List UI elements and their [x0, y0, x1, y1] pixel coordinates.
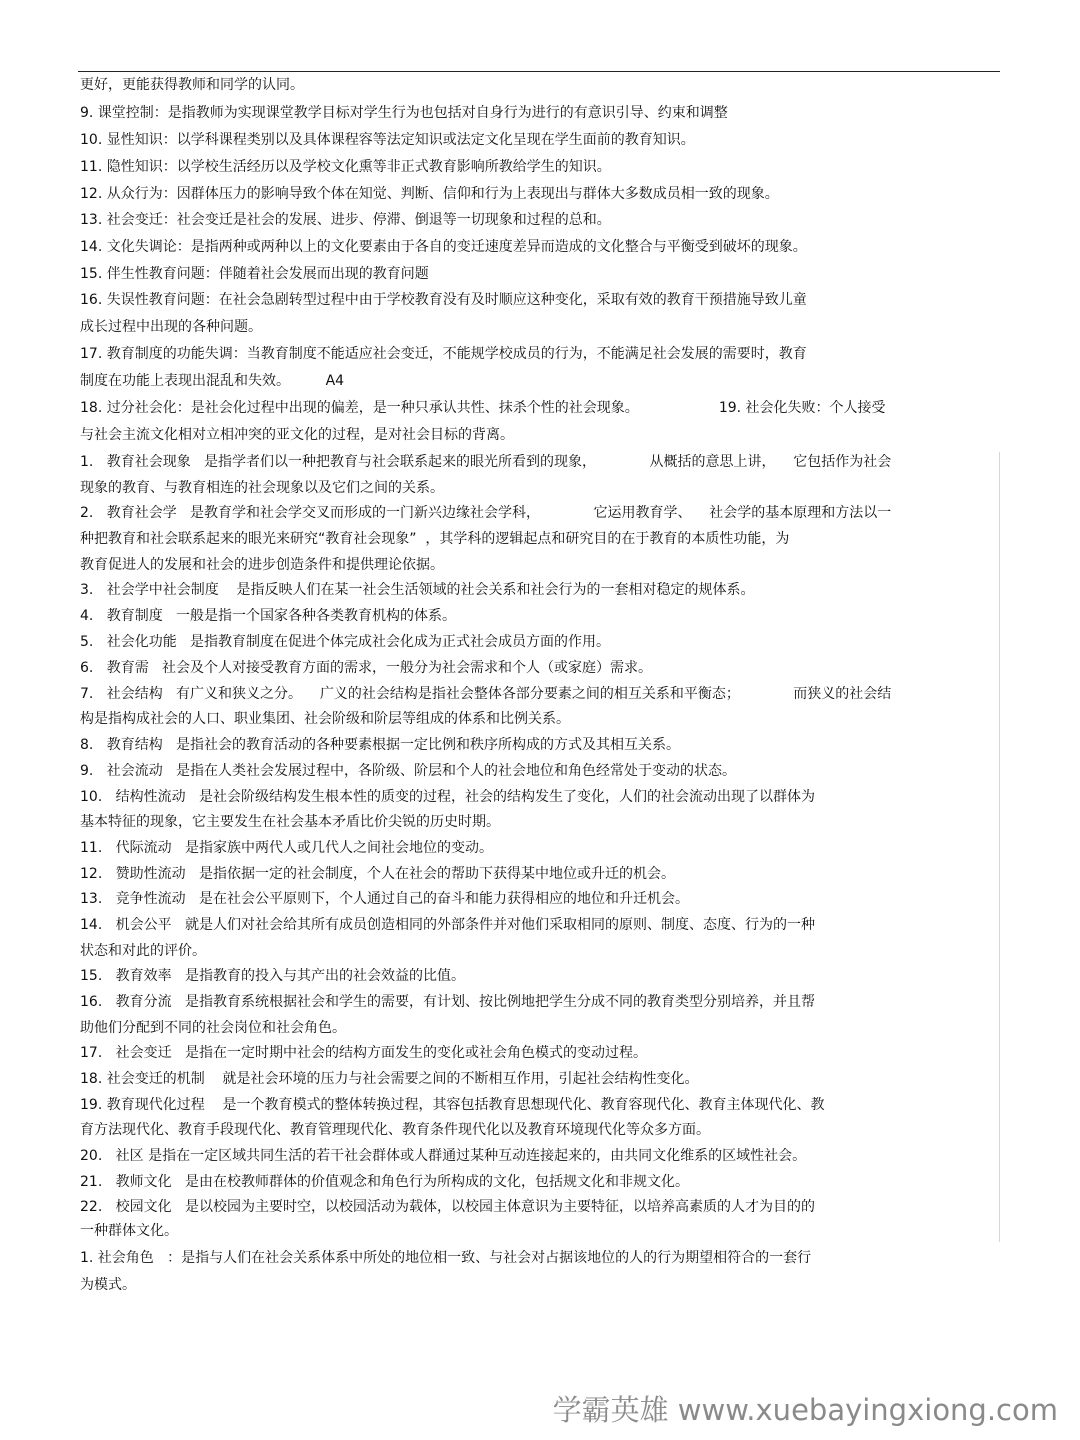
text-line: 13. 竞争性流动 是在社会公平原则下，个人通过自己的奋斗和能力获得相应的地位和升迁机会。 [80, 891, 689, 907]
text-line: 4. 教育制度 一般是指一个国家各种各类教育机构的体系。 [80, 608, 457, 624]
text-line: 10. 显性知识：以学科课程类别以及具体课程容等法定知识或法定文化呈现在学生面前的教育知识。 [80, 132, 695, 148]
text-line: 基本特征的现象，它主要发生在社会基本矛盾比价尖锐的历史时期。 [80, 814, 500, 830]
text-line: 教育促进人的发展和社会的进步创造条件和提供理论依据。 [80, 557, 444, 573]
text-line: 15. 伴生性教育问题：伴随着社会发展而出现的教育问题 [80, 266, 429, 282]
top-divider [78, 71, 1000, 72]
text-line: 现象的教育、与教育相连的社会现象以及它们之间的关系。 [80, 480, 444, 496]
section-right-border [999, 452, 1000, 1242]
text-line: 11. 隐性知识：以学校生活经历以及学校文化熏等非正式教育影响所教给学生的知识。 [80, 159, 611, 175]
text-line: 6. 教育需 社会及个人对接受教育方面的需求，一般分为社会需求和个人（或家庭）需求。 [80, 660, 653, 676]
text-line: 5. 社会化功能 是指教育制度在促进个体完成社会化成为正式社会成员方面的作用。 [80, 634, 611, 650]
text-line: 12. 从众行为：因群体压力的影响导致个体在知觉、判断、信仰和行为上表现出与群体大多数成员相一致的现象。 [80, 186, 779, 202]
text-line: 12. 赞助性流动 是指依据一定的社会制度，个人在社会的帮助下获得某中地位或升迁的机会。 [80, 866, 675, 882]
text-line: 一种群体文化。 [80, 1223, 178, 1239]
text-line: 18. 过分社会化：是社会化过程中出现的偏差，是一种只承认共性、抹杀个性的社会现象。 19. 社会化失败：个人接受 [80, 400, 886, 416]
text-line: 7. 社会结构 有广义和狭义之分。 广义的社会结构是指社会整体各部分要素之间的相互关系和平衡态； 而狭义的社会结 [80, 686, 892, 702]
text-line: 20. 社区 是指在一定区域共同生活的若干社会群体或人群通过某种互动连接起来的，由共同文化维系的区域性社会。 [80, 1148, 807, 1164]
text-line: 15. 教育效率 是指教育的投入与其产出的社会效益的比值。 [80, 968, 465, 984]
text-line: 14. 文化失调论：是指两种或两种以上的文化要素由于各自的变迁速度差异而造成的文化整合与平衡受到破坏的现象。 [80, 239, 807, 255]
text-line: 2. 教育社会学 是教育学和社会学交叉而形成的一门新兴边缘社会学科， 它运用教育学、 社会学的基本原理和方法以一 [80, 505, 892, 521]
text-line: 16. 失误性教育问题：在社会急剧转型过程中由于学校教育没有及时顺应这种变化，采取有效的教育干预措施导致儿童 [80, 292, 807, 308]
text-line: 21. 教师文化 是由在校教师群体的价值观念和角色行为所构成的文化，包括规文化和非规文化。 [80, 1174, 689, 1190]
text-line: 18. 社会变迁的机制 就是社会环境的压力与社会需要之间的不断相互作用，引起社会结构性变化。 [80, 1071, 699, 1087]
text-line: 状态和对此的评价。 [80, 943, 206, 959]
text-line: 17. 社会变迁 是指在一定时期中社会的结构方面发生的变化或社会角色模式的变动过程。 [80, 1045, 647, 1061]
text-line: 成长过程中出现的各种问题。 [80, 319, 262, 335]
text-line: 1. 教育社会现象 是指学者们以一种把教育与社会联系起来的眼光所看到的现象， 从概括的意思上讲， 它包括作为社会 [80, 454, 892, 470]
text-line: 14. 机会公平 就是人们对社会给其所有成员创造相同的外部条件并对他们采取相同的原则、制度、态度、行为的一种 [80, 917, 815, 933]
text-line: 更好，更能获得教师和同学的认同。 [80, 77, 304, 93]
text-line: 8. 教育结构 是指社会的教育活动的各种要素根据一定比例和秩序所构成的方式及其相互关系。 [80, 737, 681, 753]
text-line: 为模式。 [80, 1277, 136, 1293]
text-line: 19. 教育现代化过程 是一个教育模式的整体转换过程，其容包括教育思想现代化、教育容现代化、教育主体现代化、教 [80, 1097, 825, 1113]
text-line: 构是指构成社会的人口、职业集团、社会阶级和阶层等组成的体系和比例关系。 [80, 711, 570, 727]
text-line: 制度在功能上表现出混乱和失效。 A4 [80, 373, 345, 389]
text-line: 9. 社会流动 是指在人类社会发展过程中，各阶级、阶层和个人的社会地位和角色经常处于变动的状态。 [80, 763, 737, 779]
text-line: 1. 社会角色 ：是指与人们在社会关系体系中所处的地位相一致、与社会对占据该地位的人的行为期望相符合的一套行 [80, 1250, 812, 1266]
text-line: 3. 社会学中社会制度 是指反映人们在某一社会生活领域的社会关系和社会行为的一套相对稳定的规体系。 [80, 582, 755, 598]
text-line: 助他们分配到不同的社会岗位和社会角色。 [80, 1020, 346, 1036]
text-line: 与社会主流文化相对立相冲突的亚文化的过程，是对社会目标的背离。 [80, 427, 514, 443]
text-line: 22. 校园文化 是以校园为主要时空，以校园活动为载体，以校园主体意识为主要特征，以培养高素质的人才为目的的 [80, 1199, 815, 1215]
text-line: 16. 教育分流 是指教育系统根据社会和学生的需要，有计划、按比例地把学生分成不同的教育类型分别培养，并且帮 [80, 994, 815, 1010]
text-line: 9. 课堂控制：是指教师为实现课堂教学目标对学生行为也包括对自身行为进行的有意识引导、约束和调整 [80, 105, 728, 121]
site-watermark: 学霸英雄 www.xuebayingxiong.com [552, 1393, 1058, 1427]
text-line: 种把教育和社会联系起来的眼光来研究“教育社会现象” ，其学科的逻辑起点和研究目的在于教育的本质性功能，为 [80, 531, 790, 547]
text-line: 10. 结构性流动 是社会阶级结构发生根本性的质变的过程，社会的结构发生了变化，人们的社会流动出现了以群体为 [80, 789, 815, 805]
text-line: 17. 教育制度的功能失调：当教育制度不能适应社会变迁，不能规学校成员的行为，不能满足社会发展的需要时，教育 [80, 346, 807, 362]
text-line: 育方法现代化、教育手段现代化、教育管理现代化、教育条件现代化以及教育环境现代化等众多方面。 [80, 1122, 710, 1138]
text-line: 13. 社会变迁：社会变迁是社会的发展、进步、停滞、倒退等一切现象和过程的总和。 [80, 212, 611, 228]
text-line: 11. 代际流动 是指家族中两代人或几代人之间社会地位的变动。 [80, 840, 493, 856]
